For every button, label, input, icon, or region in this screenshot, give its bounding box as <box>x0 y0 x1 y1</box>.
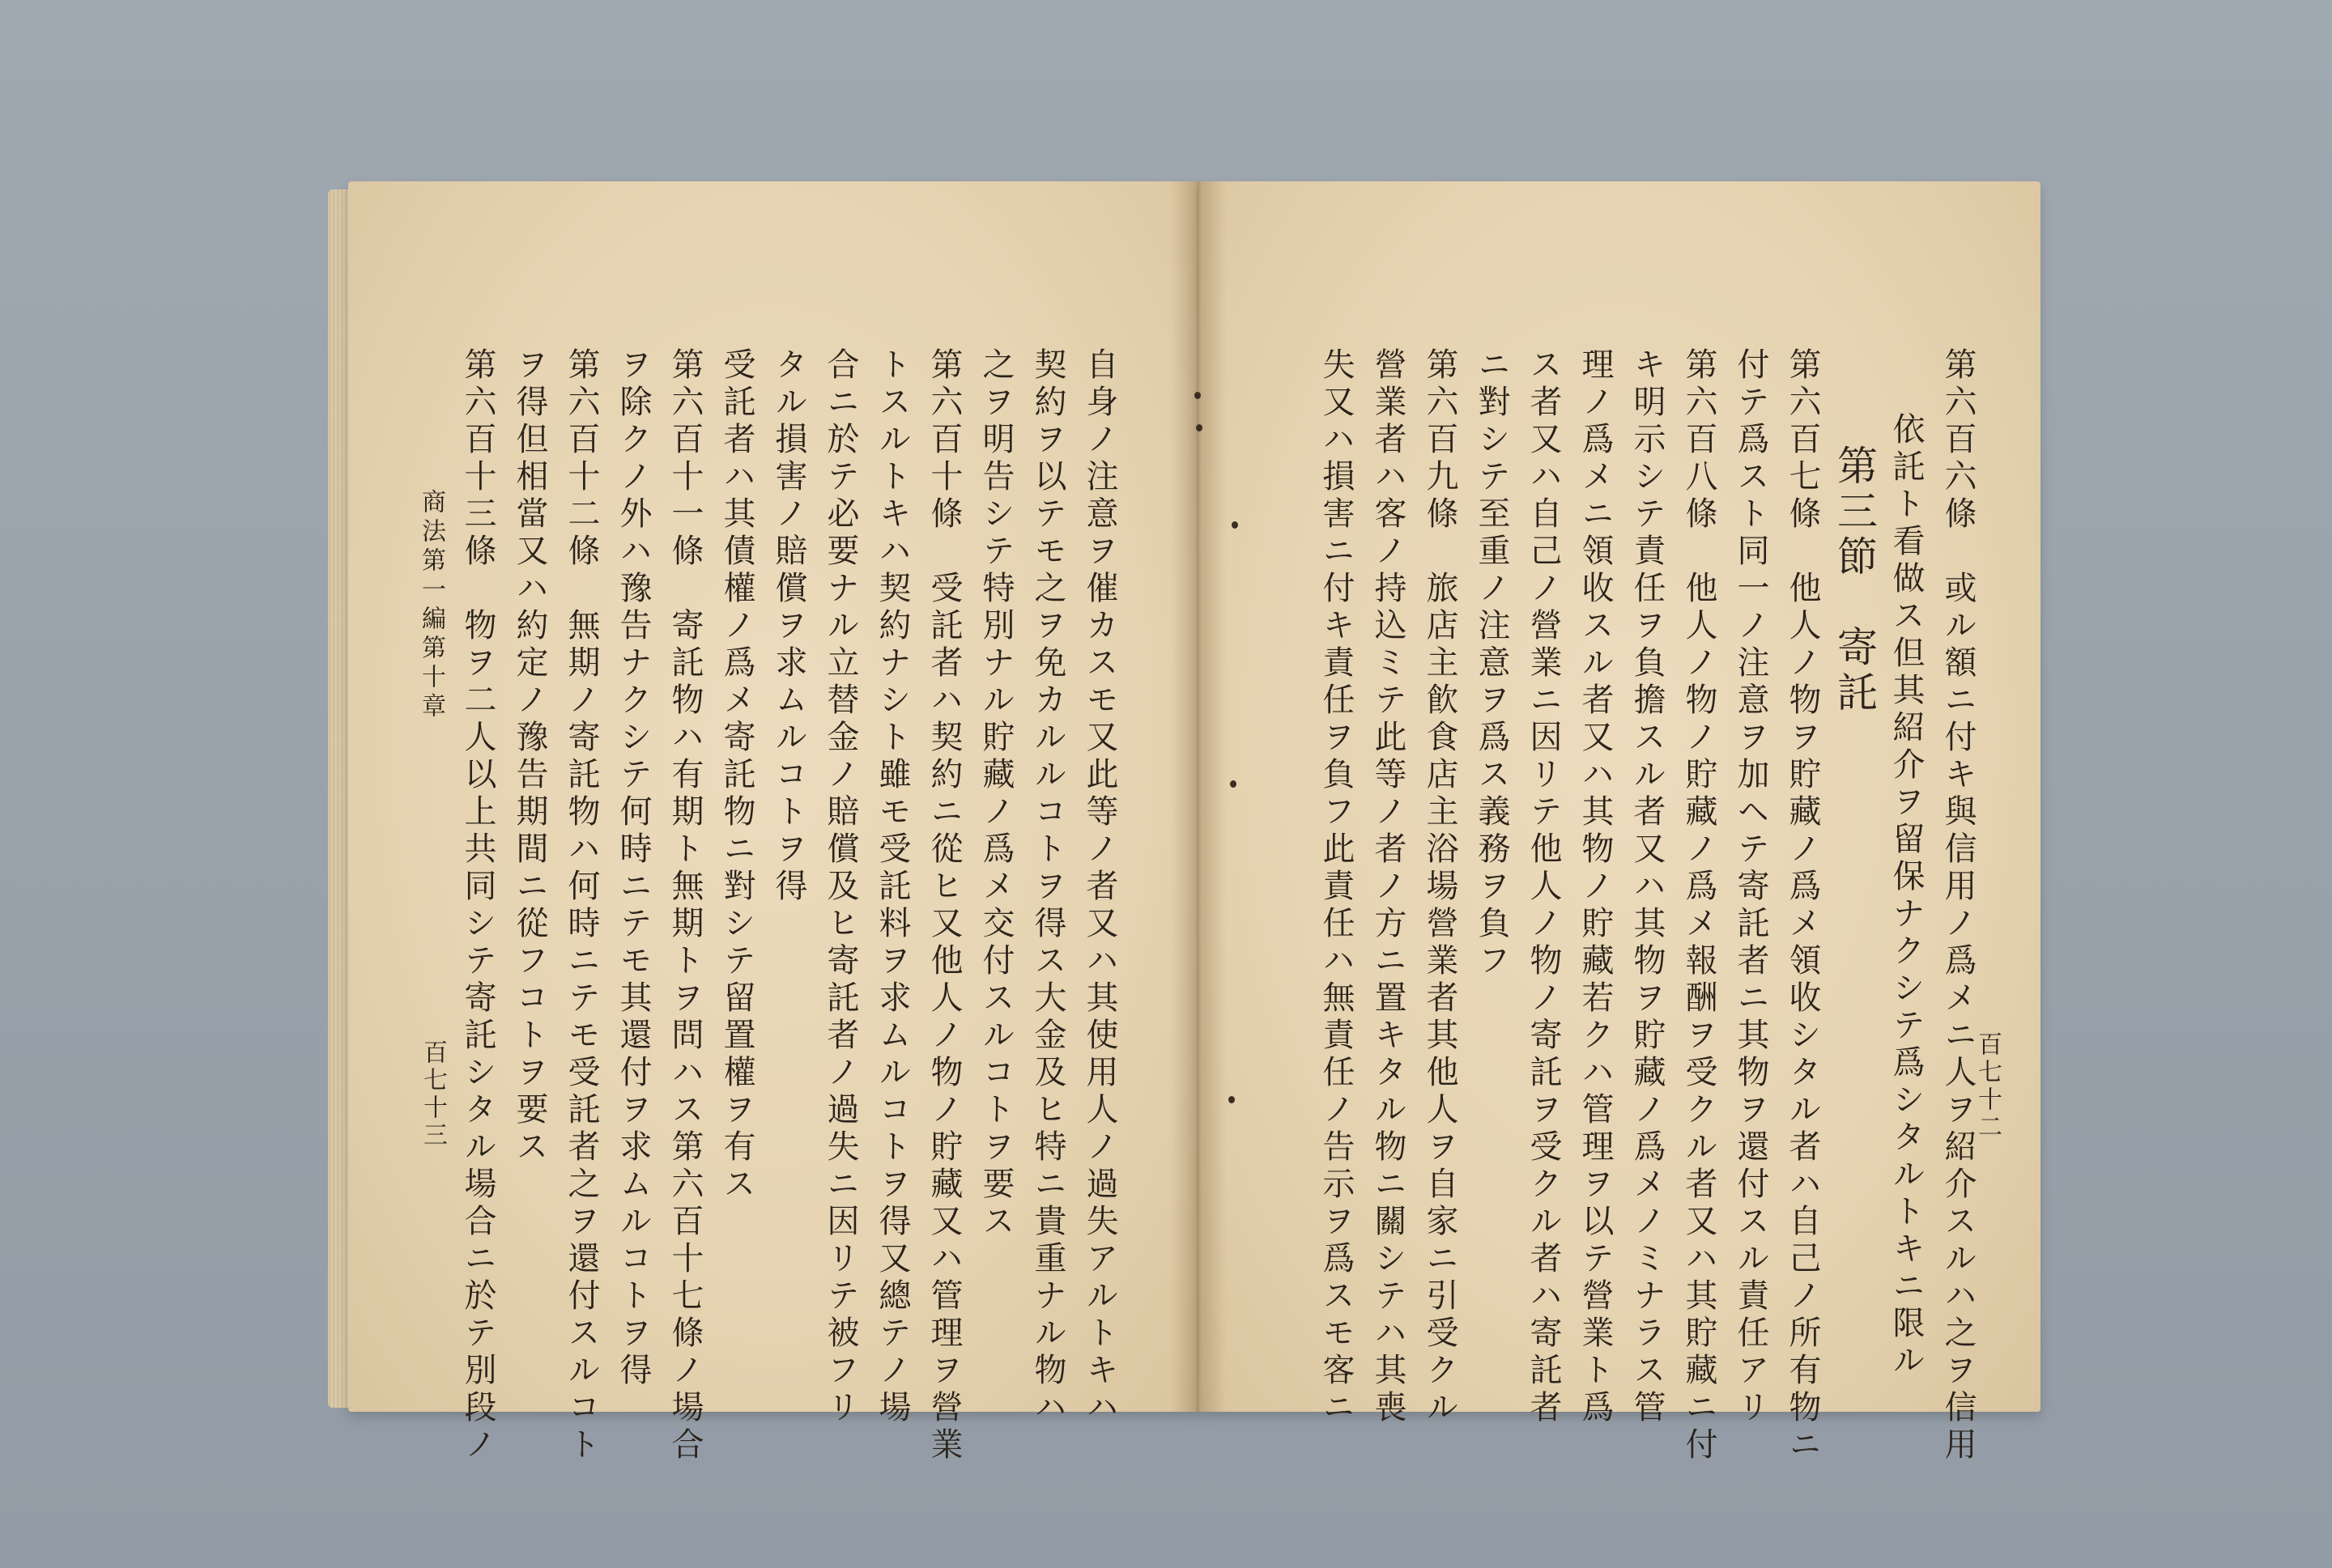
text-column: タル損害ノ賠償ヲ求ムルコトヲ得 <box>770 347 807 906</box>
text-column: 依託ト看做ス但其紹介ヲ留保ナクシテ爲シタルトキニ限ル <box>1887 412 1925 1380</box>
article-613: 第六百十三條 物ヲ二人以上共同シテ寄託シタル場合ニ於テ別段ノ <box>459 347 496 1464</box>
text-column: トスルトキハ契約ナシト雖モ受託料ヲ求ムルコトヲ得又總テノ場 <box>874 347 911 1427</box>
text-column: 營業者ハ客ノ持込ミテ此等ノ者ノ方ニ置キタル物ニ關シテハ其喪 <box>1369 347 1406 1427</box>
binding-hole <box>1196 424 1202 431</box>
right-page-body <box>1317 347 1984 1464</box>
text-column: 之ヲ明告シテ特別ナル貯藏ノ爲メ交付スルコトヲ要ス <box>977 347 1015 1241</box>
binding-hole <box>1228 1096 1235 1103</box>
text-column: ヲ得但相當又ハ約定ノ豫告期間ニ從フコトヲ要ス <box>511 347 548 1166</box>
article-610: 第六百十條 受託者ハ契約ニ從ヒ又他人ノ物ノ貯藏又ハ管理ヲ營業 <box>926 347 963 1464</box>
text-column: 理ノ爲メニ領收スル者又ハ其物ノ貯藏若クハ管理ヲ以テ營業ト爲 <box>1577 347 1614 1427</box>
left-page <box>348 181 1198 1464</box>
binding-hole <box>1232 521 1238 529</box>
text-column: 契約ヲ以テモ之ヲ免カルルコトヲ得ス大金及ヒ特ニ貴重ナル物ハ <box>1029 347 1066 1427</box>
text-column: ス者又ハ自己ノ營業ニ因リテ他人ノ物ノ寄託ヲ受クル者ハ寄託者 <box>1525 347 1562 1427</box>
page-number-left: 百七十三 <box>419 1039 447 1149</box>
text-column: 失又ハ損害ニ付キ責任ヲ負フ此責任ハ無責任ノ告示ヲ爲スモ客ニ <box>1317 347 1355 1427</box>
page-number-right: 百七十二 <box>1973 1031 2002 1141</box>
open-book <box>328 181 2040 1464</box>
article-608: 第六百八條 他人ノ物ノ貯藏ノ爲メ報酬ヲ受クル者又ハ其貯藏ニ付 <box>1680 347 1717 1464</box>
text-column: ヲ除クノ外ハ豫告ナクシテ何時ニテモ其還付ヲ求ムルコトヲ得 <box>615 347 652 1390</box>
right-page <box>1198 181 2040 1464</box>
text-column: 受託者ハ其債權ノ爲メ寄託物ニ對シテ留置權ヲ有ス <box>718 347 755 1204</box>
text-column: 自身ノ注意ヲ催カスモ又此等ノ者又ハ其使用人ノ過失アルトキハ <box>1081 347 1118 1427</box>
text-column: ニ對シテ至重ノ注意ヲ爲ス義務ヲ負フ <box>1473 347 1510 980</box>
left-page-body <box>459 347 1126 1464</box>
article-606: 第六百六條 或ル額ニ付キ與信用ノ爲メニ人ヲ紹介スルハ之ヲ信用 <box>1939 347 1977 1464</box>
text-column: 合ニ於テ必要ナル立替金ノ賠償及ヒ寄託者ノ過失ニ因リテ被フリ <box>822 347 859 1427</box>
article-612: 第六百十二條 無期ノ寄託物ハ何時ニテモ受託者之ヲ還付スルコト <box>563 347 600 1464</box>
text-column: 付テ爲スト同一ノ注意ヲ加ヘテ寄託者ニ其物ヲ還付スル責任アリ <box>1732 347 1769 1427</box>
binding-hole <box>1194 392 1201 399</box>
binding-hole <box>1230 780 1236 788</box>
section-heading: 第三節 寄託 <box>1831 444 1878 716</box>
article-607: 第六百七條 他人ノ物ヲ貯藏ノ爲メ領收シタル者ハ自己ノ所有物ニ <box>1784 347 1821 1464</box>
text-column: キ明示シテ責任ヲ負擔スル者又ハ其物ヲ貯藏ノ爲メノミナラス管 <box>1628 347 1666 1427</box>
running-head: 商法第一編第十章 <box>417 489 445 722</box>
article-611: 第六百十一條 寄託物ハ有期ト無期トヲ問ハス第六百十七條ノ場合 <box>666 347 704 1464</box>
article-609: 第六百九條 旅店主飮食店主浴場營業者其他人ヲ自家ニ引受クル <box>1421 347 1458 1427</box>
